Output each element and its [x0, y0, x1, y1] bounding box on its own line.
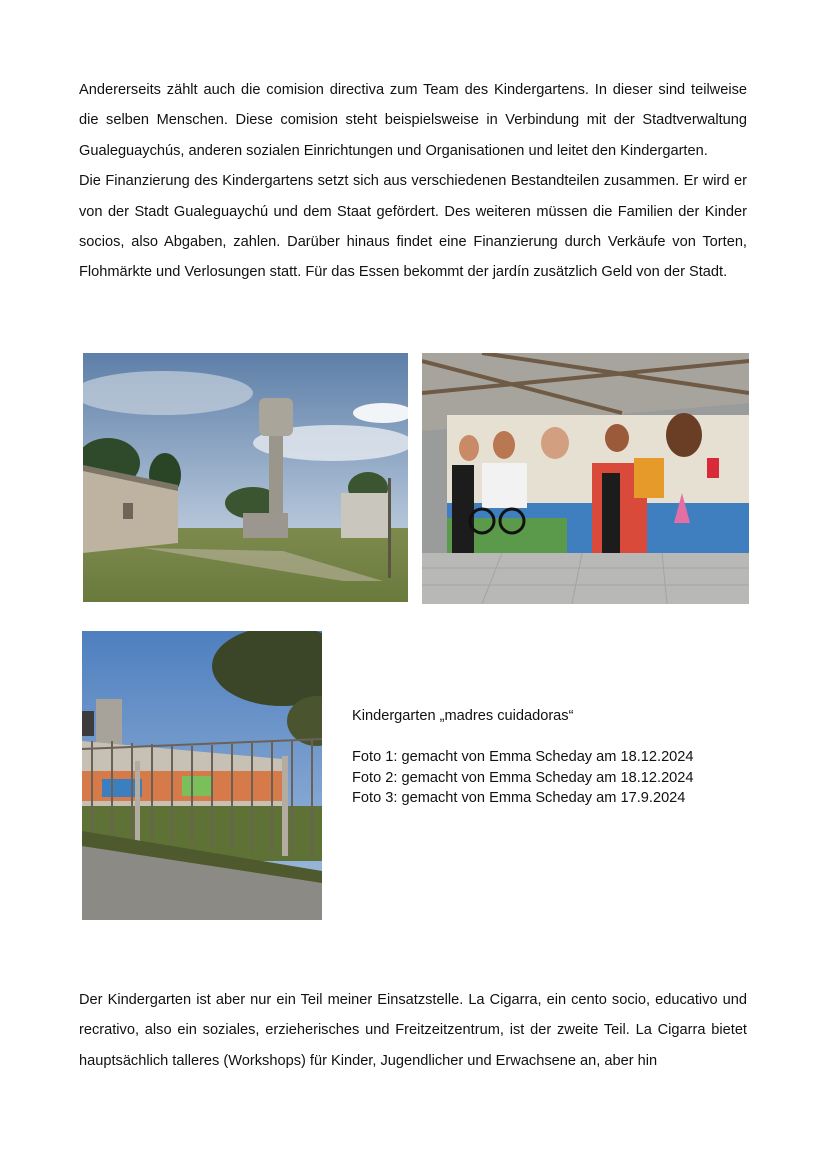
body-text-top — [79, 75, 747, 288]
caption-foto-1: Foto 1: gemacht von Emma Scheday am 18.12.2024 — [352, 749, 694, 765]
photo-fence-building — [82, 631, 322, 920]
photo-caption — [352, 706, 694, 809]
caption-title: Kindergarten „madres cuidadoras“ — [352, 708, 574, 724]
paragraph-la-cigarra: Der Kindergarten ist aber nur ein Teil meiner Einsatzstelle. La Cigarra, ein cento socio, educativo und recrativo, also ein soziales, erzieherisches und Freitzeitzentrum, ist der zweite Teil. La Cigarra bietet hauptsächlich talleres (Workshops) für Kinder, Jugendlicher und Erwachsene an, aber hin — [79, 992, 747, 1069]
paragraph-finanzierung: Die Finanzierung des Kindergartens setzt sich aus verschiedenen Bestandteilen zusammen. Er wird er von der Stadt Gualeguaychú und dem Staat gefördert. Des weiteren müssen die Familien der Kinder socios, also Abgaben, zahlen. Darüber hinaus findet eine Finanzierung durch Verkäufe von Torten, Flohmärkte und Verlosungen statt. Für das Essen bekommt der jardín zusätzlich Geld von der Stadt. — [79, 173, 747, 281]
photo-mural — [422, 353, 749, 604]
paragraph-team: Andererseits zählt auch die comision directiva zum Team des Kindergartens. In dieser sind teilweise die selben Menschen. Diese comision steht beispielsweise in Verbindung mit der Stadtverwaltung Gualeguaychús, anderen sozialen Einrichtungen und Organisationen und leitet den Kindergarten. — [79, 82, 747, 159]
caption-foto-2: Foto 2: gemacht von Emma Scheday am 18.12.2024 — [352, 769, 694, 786]
caption-foto-3: Foto 3: gemacht von Emma Scheday am 17.9.2024 — [352, 790, 686, 806]
photo-water-tower — [83, 353, 408, 602]
